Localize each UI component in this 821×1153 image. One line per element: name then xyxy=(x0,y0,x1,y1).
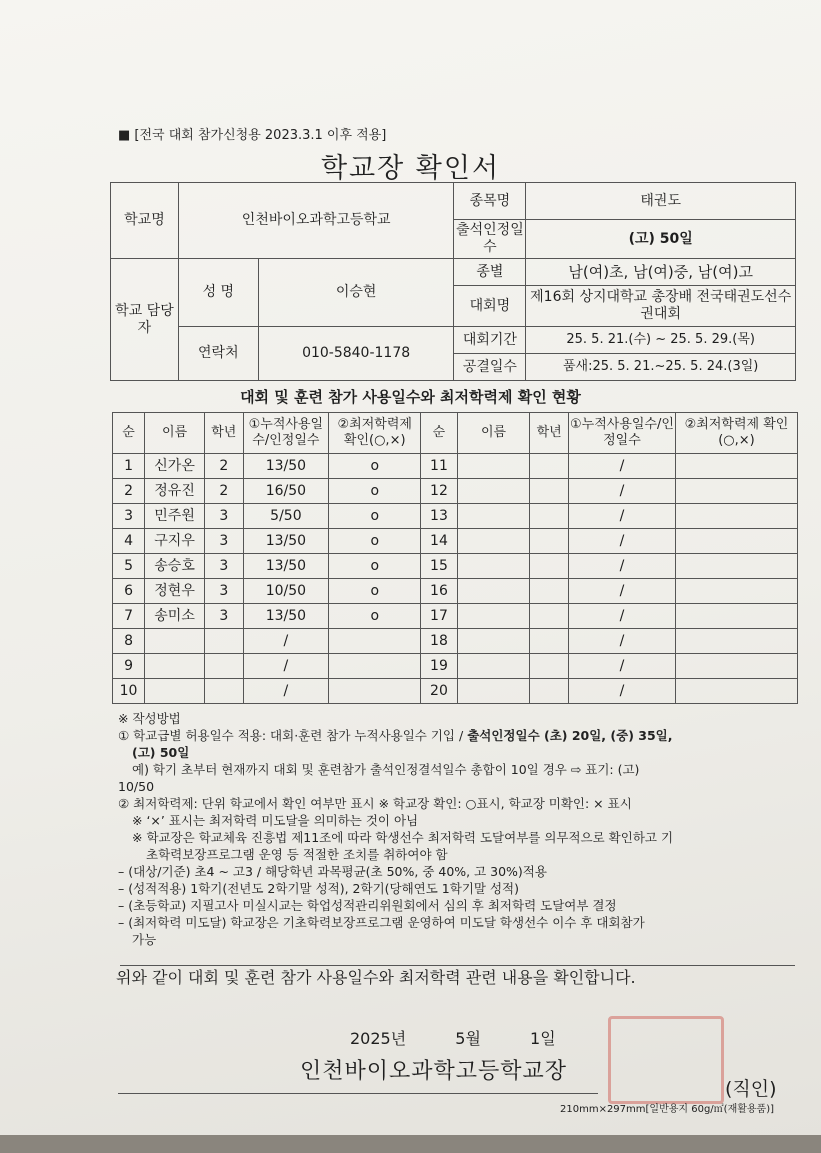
header-grade: 학년 xyxy=(530,413,569,454)
cell-days: 13/50 xyxy=(243,454,329,479)
cell-check: o xyxy=(329,529,421,554)
cell-name xyxy=(457,454,530,479)
cell-name: 송승호 xyxy=(145,554,205,579)
cell-no: 5 xyxy=(113,554,145,579)
table-row xyxy=(113,529,798,554)
cell-days: / xyxy=(568,579,675,604)
cell-grade xyxy=(205,654,244,679)
cell-name xyxy=(457,679,530,704)
cell-days: 5/50 xyxy=(243,504,329,529)
cell-name xyxy=(457,479,530,504)
cell-check: o xyxy=(329,579,421,604)
period-label: 대회기간 xyxy=(454,327,526,354)
date-day: 1일 xyxy=(530,1029,556,1048)
cell-grade xyxy=(530,654,569,679)
table-row xyxy=(113,479,798,504)
header-no: 순 xyxy=(113,413,145,454)
cell-check xyxy=(675,554,797,579)
note-line: – (대상/기준) 초4 ~ 고3 / 해당학년 과목평균(초 50%, 중 40%, 고 30%)적용 xyxy=(118,864,547,879)
cell-check xyxy=(329,629,421,654)
cell-days: / xyxy=(568,654,675,679)
cell-grade xyxy=(530,604,569,629)
table-row xyxy=(113,629,798,654)
cell-grade xyxy=(530,454,569,479)
cell-check xyxy=(675,529,797,554)
cell-days: / xyxy=(243,654,329,679)
document-tag: ■ [전국 대회 참가신청용 2023.3.1 이후 적용] xyxy=(118,128,387,143)
cell-days: / xyxy=(243,629,329,654)
paper-spec: 210mm×297mm[일반용지 60g/㎡(재활용품)] xyxy=(560,1104,775,1115)
cell-grade: 3 xyxy=(205,604,244,629)
cell-grade xyxy=(530,504,569,529)
cell-check xyxy=(675,454,797,479)
divider xyxy=(118,1093,598,1094)
cell-check xyxy=(675,604,797,629)
manager-name: 이승현 xyxy=(258,259,454,327)
category-value: 남(여)초, 남(여)중, 남(여)고 xyxy=(526,259,796,286)
cell-no: 1 xyxy=(113,454,145,479)
cell-no: 13 xyxy=(421,504,457,529)
cell-name: 신가온 xyxy=(145,454,205,479)
issue-date xyxy=(350,1026,582,1049)
cell-no: 11 xyxy=(421,454,457,479)
usage-table xyxy=(112,412,798,704)
cell-grade xyxy=(530,479,569,504)
name-label: 성 명 xyxy=(178,259,258,327)
cell-days: / xyxy=(568,629,675,654)
cell-check: o xyxy=(329,604,421,629)
background-edge xyxy=(0,1135,821,1153)
cell-grade xyxy=(205,629,244,654)
note-line: 가능 xyxy=(132,932,157,947)
header-check: ②최저학력제 확인(○,×) xyxy=(675,413,797,454)
table-row xyxy=(113,579,798,604)
cell-name: 송미소 xyxy=(145,604,205,629)
cell-name xyxy=(457,654,530,679)
note-line: – (성적적용) 1학기(전년도 2학기말 성적), 2학기(당해연도 1학기말 성적) xyxy=(118,881,519,896)
header-check: ②최저학력제 확인(○,×) xyxy=(329,413,421,454)
cell-no: 3 xyxy=(113,504,145,529)
cell-name xyxy=(457,604,530,629)
cell-check xyxy=(675,654,797,679)
official-seal-icon xyxy=(608,1016,724,1104)
note-line: – (초등학교) 지필고사 미실시교는 학업성적관리위원회에서 심의 후 최저학력 도달여부 결정 xyxy=(118,898,617,913)
cell-no: 17 xyxy=(421,604,457,629)
note-line: 10/50 xyxy=(118,779,155,794)
competition-value: 제16회 상지대학교 총장배 전국태권도선수권대회 xyxy=(526,286,796,327)
cell-name xyxy=(145,654,205,679)
cell-days: / xyxy=(568,504,675,529)
attendance-value: (고) 50일 xyxy=(526,220,796,259)
note-line: ① 학교급별 허용일수 적용: 대회·훈련 참가 누적사용일수 기입 / 출석인정일수 (초) 20일, (중) 35일, xyxy=(118,728,673,743)
attendance-label: 출석인정일수 xyxy=(454,220,526,259)
cell-no: 4 xyxy=(113,529,145,554)
cell-grade xyxy=(530,679,569,704)
seal-label: (직인) xyxy=(725,1078,777,1100)
school-name: 인천바이오과학고등학교 xyxy=(178,183,454,259)
sport-label: 종목명 xyxy=(454,183,526,220)
absence-label: 공결일수 xyxy=(454,354,526,381)
note-line: ※ 학교장은 학교체육 진흥법 제11조에 따라 학생선수 최저학력 도달여부를 의무적으로 확인하고 기 xyxy=(132,830,674,845)
cell-grade xyxy=(530,554,569,579)
period-value: 25. 5. 21.(수) ~ 25. 5. 29.(목) xyxy=(526,327,796,354)
table-row xyxy=(113,654,798,679)
table-row xyxy=(113,554,798,579)
cell-grade: 3 xyxy=(205,529,244,554)
manager-label: 학교 담당자 xyxy=(111,259,179,381)
cell-name xyxy=(457,629,530,654)
cell-no: 7 xyxy=(113,604,145,629)
cell-days: / xyxy=(568,529,675,554)
cell-grade xyxy=(530,529,569,554)
cell-name: 정유진 xyxy=(145,479,205,504)
cell-grade: 3 xyxy=(205,554,244,579)
table-row xyxy=(113,454,798,479)
cell-days: 13/50 xyxy=(243,604,329,629)
header-name: 이름 xyxy=(145,413,205,454)
date-year: 2025년 xyxy=(350,1029,407,1048)
date-month: 5월 xyxy=(455,1029,481,1048)
cell-name xyxy=(457,504,530,529)
school-label: 학교명 xyxy=(111,183,179,259)
cell-name: 구지우 xyxy=(145,529,205,554)
category-label: 종별 xyxy=(454,259,526,286)
cell-no: 14 xyxy=(421,529,457,554)
header-no: 순 xyxy=(421,413,457,454)
cell-grade: 3 xyxy=(205,504,244,529)
cell-check xyxy=(675,579,797,604)
cell-name xyxy=(145,629,205,654)
cell-no: 20 xyxy=(421,679,457,704)
cell-name xyxy=(457,579,530,604)
note-line: ② 최저학력제: 단위 학교에서 확인 여부만 표시 ※ 학교장 확인: ○표시, 학교장 미확인: × 표시 xyxy=(118,796,632,811)
cell-days: / xyxy=(568,554,675,579)
contact-label: 연락처 xyxy=(178,327,258,381)
cell-check xyxy=(675,479,797,504)
cell-days: 10/50 xyxy=(243,579,329,604)
page-title: 학교장 확인서 xyxy=(320,153,501,184)
cell-days: / xyxy=(568,454,675,479)
sport-value: 태권도 xyxy=(526,183,796,220)
cell-no: 16 xyxy=(421,579,457,604)
cell-no: 15 xyxy=(421,554,457,579)
cell-check xyxy=(675,504,797,529)
contact-value: 010-5840-1178 xyxy=(258,327,454,381)
cell-check xyxy=(675,679,797,704)
table-row xyxy=(113,604,798,629)
cell-name: 정현우 xyxy=(145,579,205,604)
note-line: (고) 50일 xyxy=(132,745,190,760)
cell-name xyxy=(457,529,530,554)
cell-days: / xyxy=(568,479,675,504)
cell-days: 13/50 xyxy=(243,529,329,554)
cell-check: o xyxy=(329,479,421,504)
cell-days: / xyxy=(568,604,675,629)
cell-name xyxy=(145,679,205,704)
notes-section xyxy=(118,710,798,948)
cell-no: 8 xyxy=(113,629,145,654)
cell-check xyxy=(329,654,421,679)
header-grade: 학년 xyxy=(205,413,244,454)
cell-grade xyxy=(530,629,569,654)
usage-title: 대회 및 훈련 참가 사용일수와 최저학력제 확인 현황 xyxy=(240,388,581,406)
info-table xyxy=(110,182,796,381)
note-line: – (최저학력 미도달) 학교장은 기초학력보장프로그램 운영하여 미도달 학생선수 이수 후 대회참가 xyxy=(118,915,645,930)
cell-name xyxy=(457,554,530,579)
cell-no: 18 xyxy=(421,629,457,654)
cell-no: 2 xyxy=(113,479,145,504)
cell-grade xyxy=(530,579,569,604)
cell-check: o xyxy=(329,454,421,479)
divider xyxy=(120,965,795,966)
note-line: ※ ‘×’ 표시는 최저학력 미도달을 의미하는 것이 아님 xyxy=(132,813,419,828)
cell-days: / xyxy=(568,679,675,704)
header-name: 이름 xyxy=(457,413,530,454)
cell-no: 12 xyxy=(421,479,457,504)
cell-days: 16/50 xyxy=(243,479,329,504)
cell-no: 10 xyxy=(113,679,145,704)
cell-check: o xyxy=(329,554,421,579)
cell-grade: 2 xyxy=(205,479,244,504)
note-line: 초학력보장프로그램 운영 등 적절한 조치를 취하여야 함 xyxy=(146,847,448,862)
signer-name: 인천바이오과학고등학교장 xyxy=(300,1059,568,1084)
cell-grade: 2 xyxy=(205,454,244,479)
cell-check xyxy=(329,679,421,704)
cell-no: 19 xyxy=(421,654,457,679)
cell-grade xyxy=(205,679,244,704)
cell-check xyxy=(675,629,797,654)
table-row xyxy=(113,679,798,704)
absence-value: 품새:25. 5. 21.~25. 5. 24.(3일) xyxy=(526,354,796,381)
header-days: ①누적사용일수/인정일수 xyxy=(243,413,329,454)
cell-days: / xyxy=(243,679,329,704)
cell-days: 13/50 xyxy=(243,554,329,579)
table-row xyxy=(113,504,798,529)
competition-label: 대회명 xyxy=(454,286,526,327)
header-days: ①누적사용일수/인정일수 xyxy=(568,413,675,454)
notes-heading: ※ 작성방법 xyxy=(118,711,181,726)
cell-name: 민주원 xyxy=(145,504,205,529)
cell-no: 6 xyxy=(113,579,145,604)
cell-grade: 3 xyxy=(205,579,244,604)
cell-check: o xyxy=(329,504,421,529)
cell-no: 9 xyxy=(113,654,145,679)
confirm-statement: 위와 같이 대회 및 훈련 참가 사용일수와 최저학력 관련 내용을 확인합니다. xyxy=(116,968,636,987)
note-line: 예) 학기 초부터 현재까지 대회 및 훈련참가 출석인정결석일수 총합이 10일 경우 ⇨ 표기: (고) xyxy=(132,762,640,777)
